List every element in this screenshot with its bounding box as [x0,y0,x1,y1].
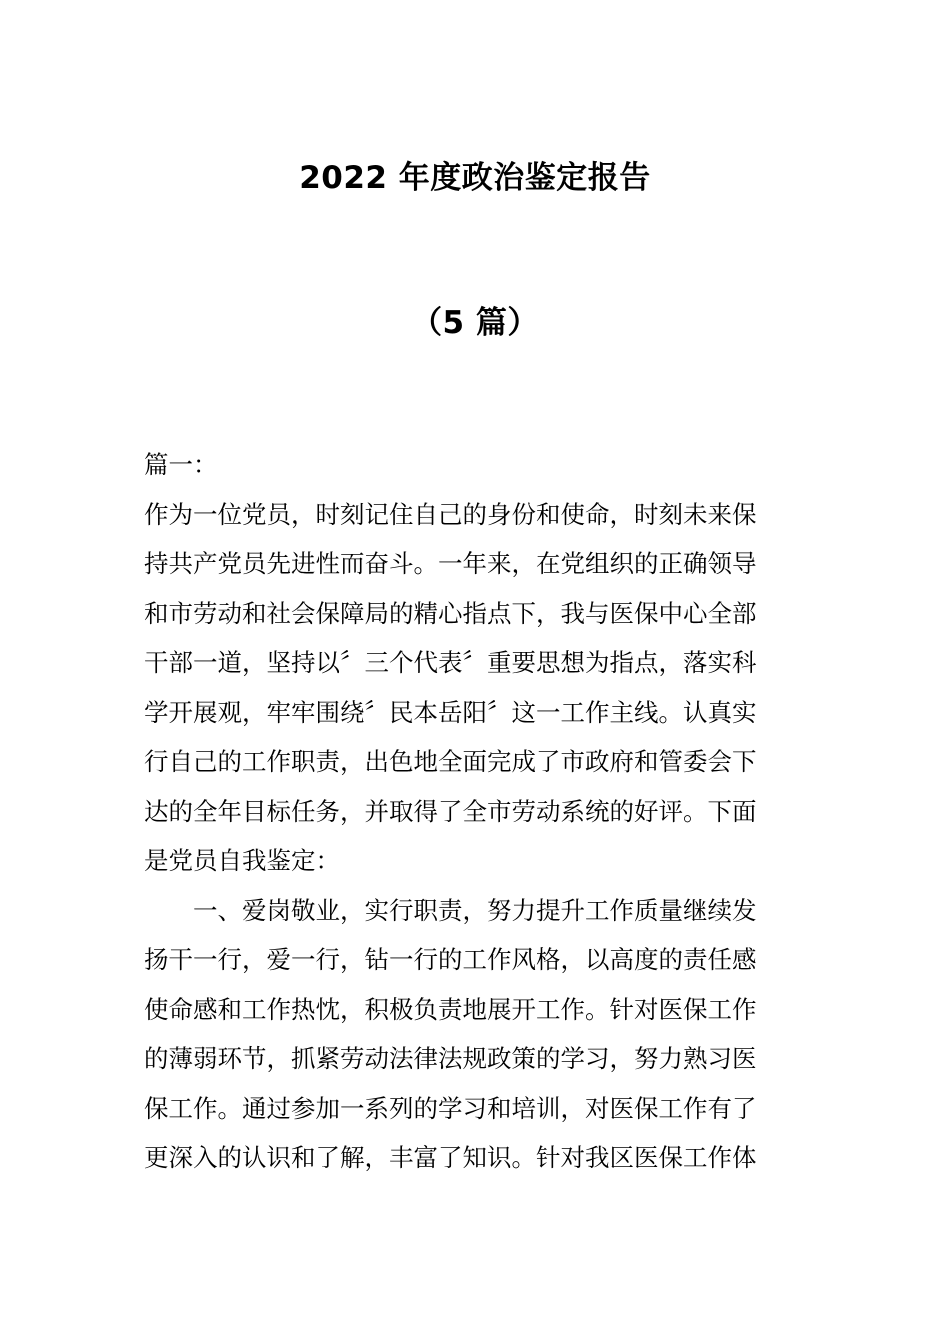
paragraph-1-line: 作为一位党员，时刻记住自己的身份和使命，时刻未来保 [144,499,757,529]
section-label: 篇一： [144,450,218,479]
paragraph-1-line: 和市劳动和社会保障局的精心指点下，我与医保中心全部 [144,598,757,628]
paragraph-2-line: 使命感和工作热忱，积极负责地展开工作。针对医保工作 [144,994,757,1024]
paragraph-1-line: 是党员自我鉴定： [144,846,340,875]
paragraph-1-line: 学开展观，牢牢围绕〞民本岳阳〞这一工作主线。认真实 [144,697,757,727]
paragraph-2-line: 更深入的认识和了解，丰富了知识。针对我区医保工作体 [144,1143,757,1172]
document-body [144,440,808,1183]
paragraph-1-line: 持共产党员先进性而奋斗。一年来，在党组织的正确领导 [144,549,757,578]
paragraph-2-line: 扬干一行，爱一行，钻一行的工作风格，以高度的责任感 [144,945,757,974]
paragraph-1-line: 干部一道，坚持以〞三个代表〞重要思想为指点，落实科 [144,648,757,677]
paragraph-2-line: 的薄弱环节，抓紧劳动法律法规政策的学习，努力熟习医 [144,1044,757,1073]
document-subtitle: （5 篇） [411,305,539,341]
paragraph-2-line: 一、爱岗敬业，实行职责，努力提升工作质量继续发 [193,895,757,925]
paragraph-1-line: 行自己的工作职责，出色地全面完成了市政府和管委会下 [144,747,757,776]
paragraph-1-line: 达的全年目标任务，并取得了全市劳动系统的好评。下面 [144,796,757,826]
document-title: 2022 年度政治鉴定报告 [299,160,651,196]
paragraph-2-line: 保工作。通过参加一系列的学习和培训，对医保工作有了 [144,1093,757,1123]
